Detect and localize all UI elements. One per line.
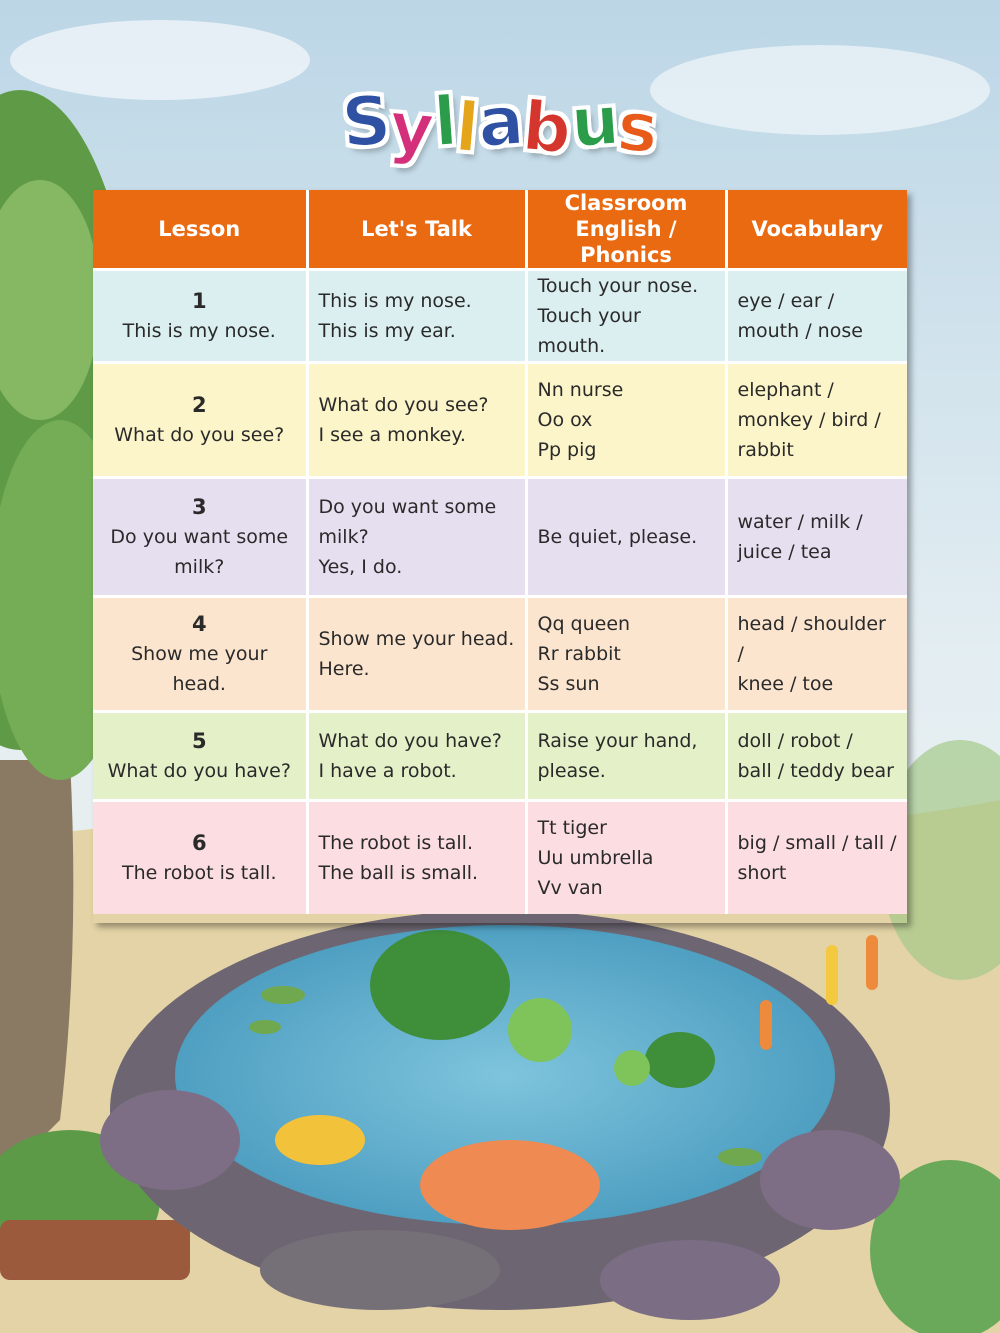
- lets-talk-cell-line: Show me your head.: [318, 628, 515, 650]
- lesson-cell-line: Show me your head.: [131, 643, 268, 695]
- lets-talk-cell: [307, 712, 526, 801]
- lets-talk-cell-line: The ball is small.: [318, 862, 479, 884]
- classroom-cell-line: Nn nurse: [537, 379, 624, 401]
- lesson-number: 6: [191, 831, 207, 855]
- lets-talk-cell: [307, 363, 526, 478]
- syllabus-table: [93, 190, 907, 923]
- cloud: [650, 45, 990, 135]
- table-row: [93, 597, 907, 712]
- header-classroom: [526, 190, 726, 270]
- lily-pad: [249, 1020, 281, 1034]
- vocabulary-cell-line: ball / teddy bear: [737, 760, 894, 782]
- header-lets-talk: Let's Talk: [307, 190, 526, 270]
- turtle-head: [508, 998, 572, 1062]
- cattail: [866, 935, 878, 990]
- lesson-number: 4: [191, 612, 207, 636]
- lets-talk-cell-line: The robot is tall.: [318, 832, 473, 854]
- lesson-cell-line: What do you see?: [114, 424, 285, 446]
- lesson-cell: [93, 712, 307, 801]
- classroom-cell-line: Touch your mouth.: [537, 305, 641, 357]
- lets-talk-cell: [307, 801, 526, 915]
- classroom-cell-line: Touch your nose.: [537, 275, 699, 297]
- wooden-deck: [0, 1220, 190, 1280]
- lets-talk-cell-line: I have a robot.: [318, 760, 457, 782]
- title-letter: l: [452, 88, 482, 169]
- lesson-cell-line: This is my nose.: [122, 320, 276, 342]
- classroom-cell-line: Tt tiger: [537, 817, 607, 839]
- small-turtle: [645, 1032, 715, 1088]
- classroom-cell-line: Raise your hand,: [537, 730, 698, 752]
- lesson-cell-line: Do you want some: [110, 526, 289, 548]
- classroom-cell-line: Vv van: [537, 877, 603, 899]
- lets-talk-cell-line: What do you have?: [318, 730, 502, 752]
- table-header: [93, 190, 907, 270]
- lesson-cell: [93, 801, 307, 915]
- classroom-cell: [526, 712, 726, 801]
- lets-talk-cell: [307, 597, 526, 712]
- vocabulary-cell: [726, 712, 907, 801]
- lesson-number: 5: [191, 729, 207, 753]
- lesson-number: 2: [191, 393, 207, 417]
- classroom-cell-line: Uu umbrella: [537, 847, 654, 869]
- table-row: [93, 801, 907, 915]
- yellow-fish: [275, 1115, 365, 1165]
- vocabulary-cell: [726, 597, 907, 712]
- vocabulary-cell-line: water / milk /: [737, 511, 863, 533]
- lesson-cell-line: What do you have?: [107, 760, 291, 782]
- rock: [760, 1130, 900, 1230]
- table-row: [93, 363, 907, 478]
- vocabulary-cell-line: head / shoulder /: [737, 613, 886, 665]
- classroom-cell-line: Ss sun: [537, 673, 600, 695]
- lets-talk-cell-line: I see a monkey.: [318, 424, 466, 446]
- title-letter: S: [339, 81, 393, 164]
- classroom-cell: [526, 801, 726, 915]
- title-letter: s: [614, 87, 661, 170]
- classroom-cell: [526, 478, 726, 597]
- lets-talk-cell-line: This is my ear.: [318, 320, 456, 342]
- lets-talk-cell: [307, 478, 526, 597]
- header-lesson: Lesson: [93, 190, 307, 270]
- header-classroom-line1: Classroom: [564, 191, 688, 215]
- header-classroom-line2: English / Phonics: [575, 217, 677, 267]
- vocabulary-cell: [726, 478, 907, 597]
- vocabulary-cell: [726, 363, 907, 478]
- turtle-shell: [370, 930, 510, 1040]
- page-title: [300, 78, 700, 168]
- small-turtle-head: [614, 1050, 650, 1086]
- lily-pad: [718, 1148, 762, 1166]
- lily-pad: [261, 986, 305, 1004]
- classroom-cell-line: please.: [537, 760, 606, 782]
- rock: [100, 1090, 240, 1190]
- vocabulary-cell-line: doll / robot /: [737, 730, 853, 752]
- lets-talk-cell-line: Here.: [318, 658, 370, 680]
- lesson-cell-line: The robot is tall.: [122, 862, 277, 884]
- vocabulary-cell-line: knee / toe: [737, 673, 834, 695]
- classroom-cell: [526, 270, 726, 363]
- table-row: [93, 712, 907, 801]
- cattail: [826, 945, 838, 1005]
- classroom-cell-line: Be quiet, please.: [537, 526, 698, 548]
- title-letter: u: [568, 81, 621, 164]
- title-letter: y: [386, 87, 437, 170]
- title-letter: l: [430, 82, 459, 163]
- classroom-cell-line: Rr rabbit: [537, 643, 621, 665]
- table-row: [93, 270, 907, 363]
- lets-talk-cell-line: This is my nose.: [318, 290, 472, 312]
- vocabulary-cell-line: big / small / tall /: [737, 832, 897, 854]
- vocabulary-cell-line: juice / tea: [737, 541, 832, 563]
- rock: [260, 1230, 500, 1310]
- classroom-cell-line: Pp pig: [537, 439, 597, 461]
- lets-talk-cell: [307, 270, 526, 363]
- classroom-cell: [526, 597, 726, 712]
- cloud: [10, 20, 310, 100]
- classroom-cell-line: Oo ox: [537, 409, 593, 431]
- title-letter: a: [475, 81, 526, 164]
- vocabulary-cell-line: monkey / bird /: [737, 409, 881, 431]
- cattail: [760, 1000, 772, 1050]
- lesson-number: 1: [191, 289, 207, 313]
- classroom-cell-line: Qq queen: [537, 613, 631, 635]
- lesson-number: 3: [191, 495, 207, 519]
- lets-talk-cell-line: Do you want some: [318, 496, 497, 518]
- lets-talk-cell-line: Yes, I do.: [318, 556, 403, 578]
- lesson-cell: [93, 270, 307, 363]
- classroom-cell: [526, 363, 726, 478]
- vocabulary-cell: [726, 801, 907, 915]
- lesson-cell-line: milk?: [174, 556, 225, 578]
- lets-talk-cell-line: milk?: [318, 526, 369, 548]
- orange-fish: [420, 1140, 600, 1230]
- lesson-cell: [93, 597, 307, 712]
- lets-talk-cell-line: What do you see?: [318, 394, 489, 416]
- table-row: [93, 478, 907, 597]
- rock: [600, 1240, 780, 1320]
- vocabulary-cell-line: eye / ear /: [737, 290, 835, 312]
- vocabulary-cell: [726, 270, 907, 363]
- vocabulary-cell-line: mouth / nose: [737, 320, 863, 342]
- title-letter: b: [519, 87, 574, 170]
- vocabulary-cell-line: rabbit: [737, 439, 794, 461]
- vocabulary-cell-line: short: [737, 862, 787, 884]
- vocabulary-cell-line: elephant /: [737, 379, 834, 401]
- header-vocabulary: Vocabulary: [726, 190, 907, 270]
- lesson-cell: [93, 478, 307, 597]
- lesson-cell: [93, 363, 307, 478]
